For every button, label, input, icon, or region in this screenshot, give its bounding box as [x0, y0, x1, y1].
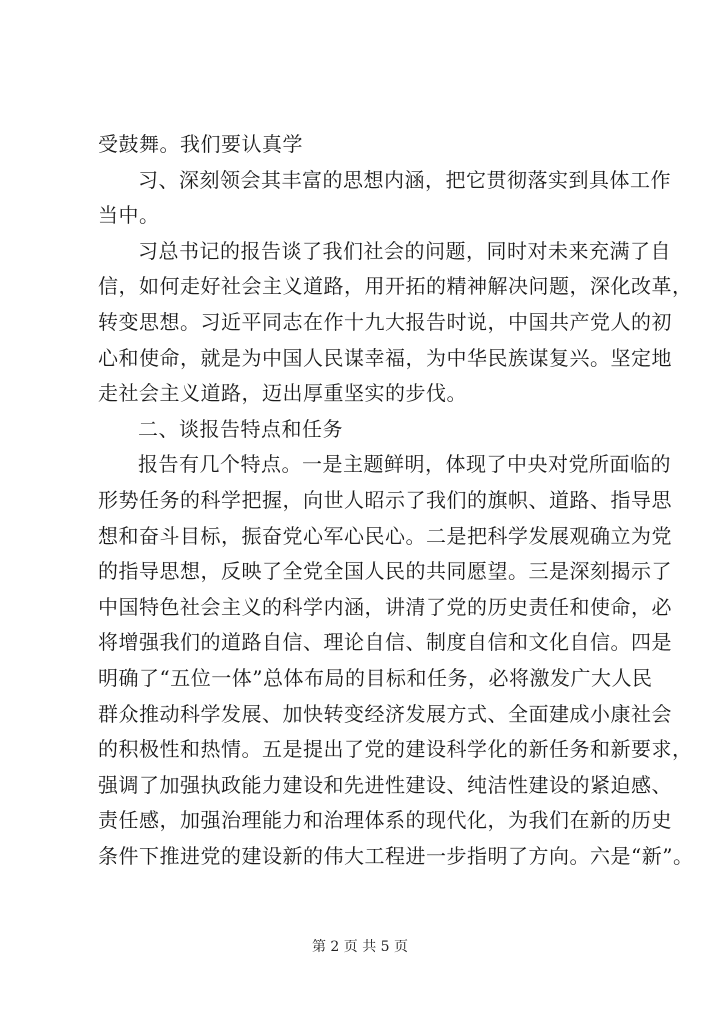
section-heading: 二、谈报告特点和任务: [138, 416, 343, 441]
text-line: 信，如何走好社会主义道路，用开拓的精神解决问题，深化改革，: [98, 274, 693, 299]
text-line: 责任感，加强治理能力和治理体系的现代化，为我们在新的历史: [98, 808, 672, 833]
text-line: 当中。: [98, 203, 160, 228]
text-line: 形势任务的科学把握，向世人昭示了我们的旗帜、道路、指导思: [98, 487, 672, 512]
page-number-footer: 第 2 页 共 5 页: [311, 939, 409, 955]
text-line: 群众推动科学发展、加快转变经济发展方式、全面建成小康社会: [98, 701, 672, 726]
text-line: 条件下推进党的建设新的伟大工程进一步指明了方向。六是“新”。: [98, 843, 694, 868]
document-body: [98, 127, 694, 874]
text-line: 报告有几个特点。一是主题鲜明，体现了中央对党所面临的: [138, 452, 671, 477]
text-line: 习、深刻领会其丰富的思想内涵，把它贯彻落实到具体工作: [138, 167, 671, 192]
text-line: 受鼓舞。我们要认真学: [98, 132, 303, 156]
text-line: 想和奋斗目标，振奋党心军心民心。二是把科学发展观确立为党: [98, 523, 672, 548]
text-line: 转变思想。习近平同志在作十九大报告时说，中国共产党人的初: [98, 309, 672, 334]
text-line: 的指导思想，反映了全党全国人民的共同愿望。三是深刻揭示了: [98, 559, 672, 584]
text-line: 习总书记的报告谈了我们社会的问题，同时对未来充满了自: [138, 238, 671, 263]
text-line: 明确了“五位一体”总体布局的目标和任务，必将激发广大人民: [98, 665, 653, 690]
text-line: 心和使命，就是为中国人民谋幸福，为中华民族谋复兴。坚定地: [98, 345, 672, 370]
text-line: 将增强我们的道路自信、理论自信、制度自信和文化自信。四是: [98, 630, 672, 655]
text-line: 强调了加强执政能力建设和先进性建设、纯洁性建设的紧迫感、: [98, 772, 672, 797]
text-line: 的积极性和热情。五是提出了党的建设科学化的新任务和新要求，: [98, 737, 693, 762]
text-line: 中国特色社会主义的科学内涵，讲清了党的历史责任和使命，必: [98, 594, 672, 619]
text-line: 走社会主义道路，迈出厚重坚实的步伐。: [98, 381, 467, 406]
